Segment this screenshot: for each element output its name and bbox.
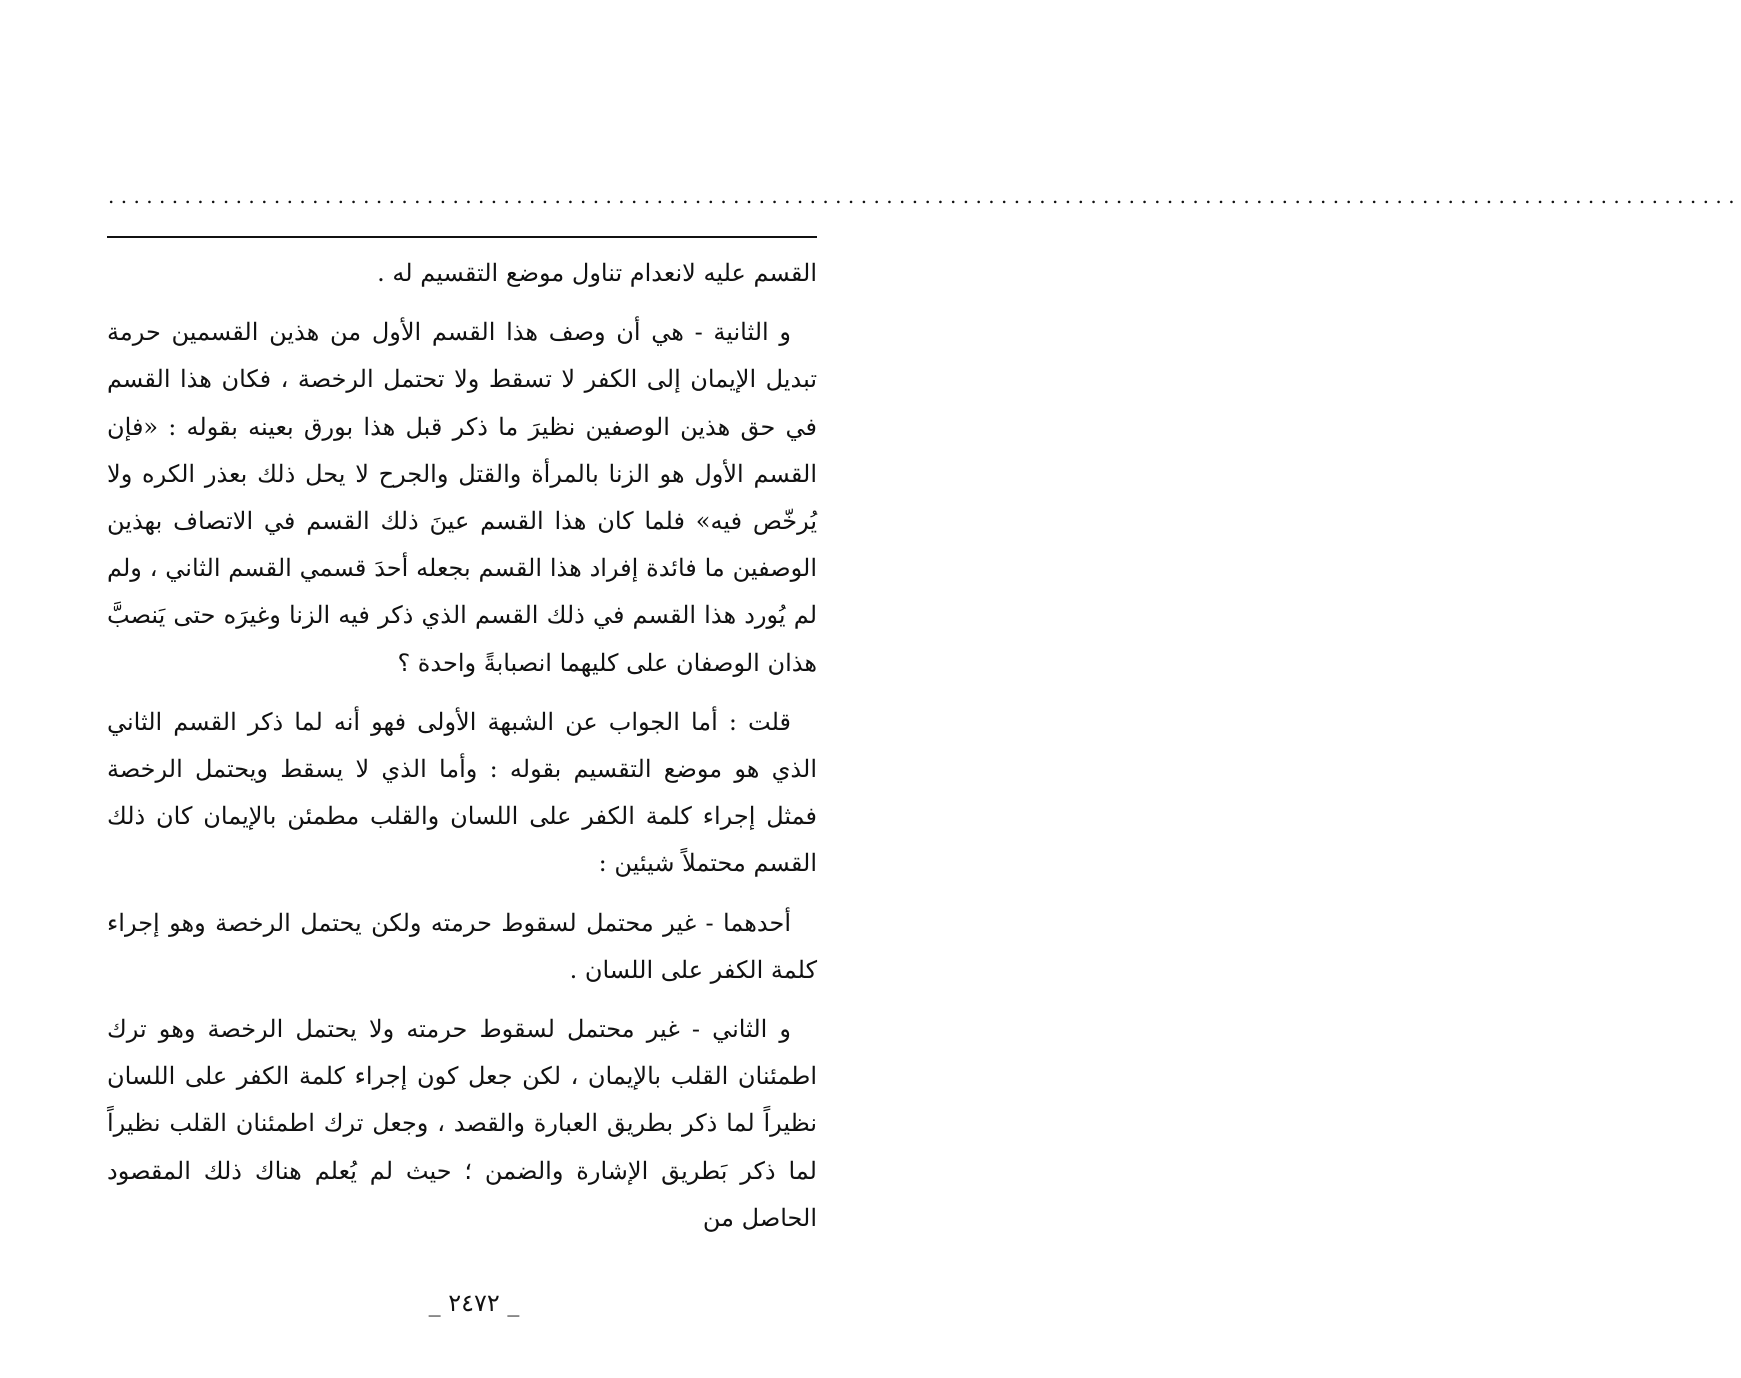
separator-rule [107, 236, 817, 238]
page-number: _ ٢٤٧٢ _ [428, 1289, 520, 1317]
separator-dots: ................................................................................................................................ [108, 184, 1741, 208]
paragraph: قلت : أما الجواب عن الشبهة الأولى فهو أنه لما ذكر القسم الثاني الذي هو موضع التقسيم بقوله : وأما الذي لا يسقط ويحتمل الرخصة فمثل إجراء كلمة الكفر على اللسان والقلب مطمئن بالإيمان كان ذلك القسم محتملاً شيئين : [107, 707, 817, 878]
paragraph: القسم عليه لانعدام تناول موضع التقسيم له . [377, 259, 817, 287]
paragraph: و الثانية - هي أن وصف هذا القسم الأول من هذين القسمين حرمة تبديل الإيمان إلى الكفر لا تسقط ولا تحتمل الرخصة ، فكان هذا القسم في حق هذين الوصفين نظيرَ ما ذكر قبل هذا بورق بعينه بقوله : «فإن القسم الأول هو الزنا بالمرأة والقتل والجرح لا يحل ذلك بعذر الكره ولا يُرخّص فيه» فلما كان هذا القسم عينَ ذلك القسم في الاتصاف بهذين الوصفين ما فائدة إفراد هذا القسم بجعله أحدَ قسمي القسم الثاني ، ولم لم يُورد هذا القسم في ذلك القسم الذي ذكر فيه الزنا وغيرَه حتى يَنصبَّ هذان الوصفان على كليهما انصبابةً واحدة ؟ [107, 318, 818, 677]
paragraph: و الثاني - غير محتمل لسقوط حرمته ولا يحتمل الرخصة وهو ترك اطمئنان القلب بالإيمان ، لكن جعل كون إجراء كلمة الكفر على اللسان نظيراً لما ذكر بطريق العبارة والقصد ، وجعل ترك اطمئنان القلب نظيراً لما ذكر بَطريق الإشارة والضمن ؛ حيث لم يُعلم هناك ذلك المقصود الحاصل من [107, 1015, 818, 1232]
paragraph: أحدهما - غير محتمل لسقوط حرمته ولكن يحتمل الرخصة وهو إجراء كلمة الكفر على اللسان . [107, 908, 817, 984]
body-text [107, 250, 817, 1242]
